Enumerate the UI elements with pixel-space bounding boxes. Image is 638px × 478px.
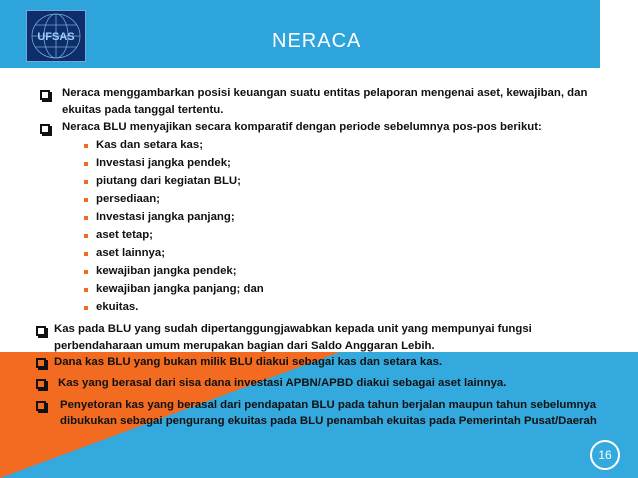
- svg-text:UFSAS: UFSAS: [37, 31, 75, 43]
- note-line: perbendaharaan umum merupakan bagian dari Saldo Anggaran Lebih.: [54, 340, 435, 352]
- checkbox-bullet-icon: [40, 124, 50, 134]
- list-item: kewajiban jangka panjang; dan: [96, 283, 264, 295]
- bullet-dot-icon: [84, 252, 88, 256]
- list-item: persediaan;: [96, 193, 160, 205]
- bullet-dot-icon: [84, 306, 88, 310]
- list-item: kewajiban jangka pendek;: [96, 265, 237, 277]
- checkbox-bullet-icon: [36, 401, 46, 411]
- bullet-dot-icon: [84, 144, 88, 148]
- list-item: aset lainnya;: [96, 247, 166, 259]
- paragraph-line: ekuitas pada tanggal tertentu.: [62, 104, 224, 116]
- bullet-dot-icon: [84, 180, 88, 184]
- bullet-dot-icon: [84, 162, 88, 166]
- note-line: dibukukan sebagai pengurang ekuitas pada BLU penambah ekuitas pada Pemerintah Pusat/Daerah: [60, 415, 597, 427]
- note-line: Dana kas BLU yang bukan milik BLU diakui sebagai kas dan setara kas.: [54, 356, 443, 368]
- globe-logo-icon: [27, 11, 85, 61]
- logo: [26, 10, 86, 62]
- note-line: Penyetoran kas yang berasal dari pendapatan BLU pada tahun berjalan maupun tahun sebelumnya: [60, 399, 597, 411]
- list-item: Investasi jangka pendek;: [96, 157, 231, 169]
- checkbox-bullet-icon: [36, 326, 46, 336]
- list-item: piutang dari kegiatan BLU;: [96, 175, 241, 187]
- slide-title: NERACA: [272, 30, 362, 52]
- checkbox-bullet-icon: [40, 90, 50, 100]
- list-item: Kas dan setara kas;: [96, 139, 204, 151]
- paragraph-line: Neraca menggambarkan posisi keuangan suatu entitas pelaporan mengenai aset, kewajiban, dan: [62, 87, 588, 99]
- checkbox-bullet-icon: [36, 358, 46, 368]
- page-number: 16: [590, 440, 620, 470]
- note-line: Kas yang berasal dari sisa dana investasi APBN/APBD diakui sebagai aset lainnya.: [58, 377, 507, 389]
- list-item: aset tetap;: [96, 229, 153, 241]
- bullet-dot-icon: [84, 288, 88, 292]
- checkbox-bullet-icon: [36, 379, 46, 389]
- bullet-dot-icon: [84, 198, 88, 202]
- bullet-dot-icon: [84, 216, 88, 220]
- paragraph-line: Neraca BLU menyajikan secara komparatif dengan periode sebelumnya pos-pos berikut:: [62, 121, 542, 133]
- list-item: Investasi jangka panjang;: [96, 211, 235, 223]
- note-line: Kas pada BLU yang sudah dipertanggungjawabkan kepada unit yang mempunyai fungsi: [54, 323, 532, 335]
- bullet-dot-icon: [84, 234, 88, 238]
- bullet-dot-icon: [84, 270, 88, 274]
- list-item: ekuitas.: [96, 301, 139, 313]
